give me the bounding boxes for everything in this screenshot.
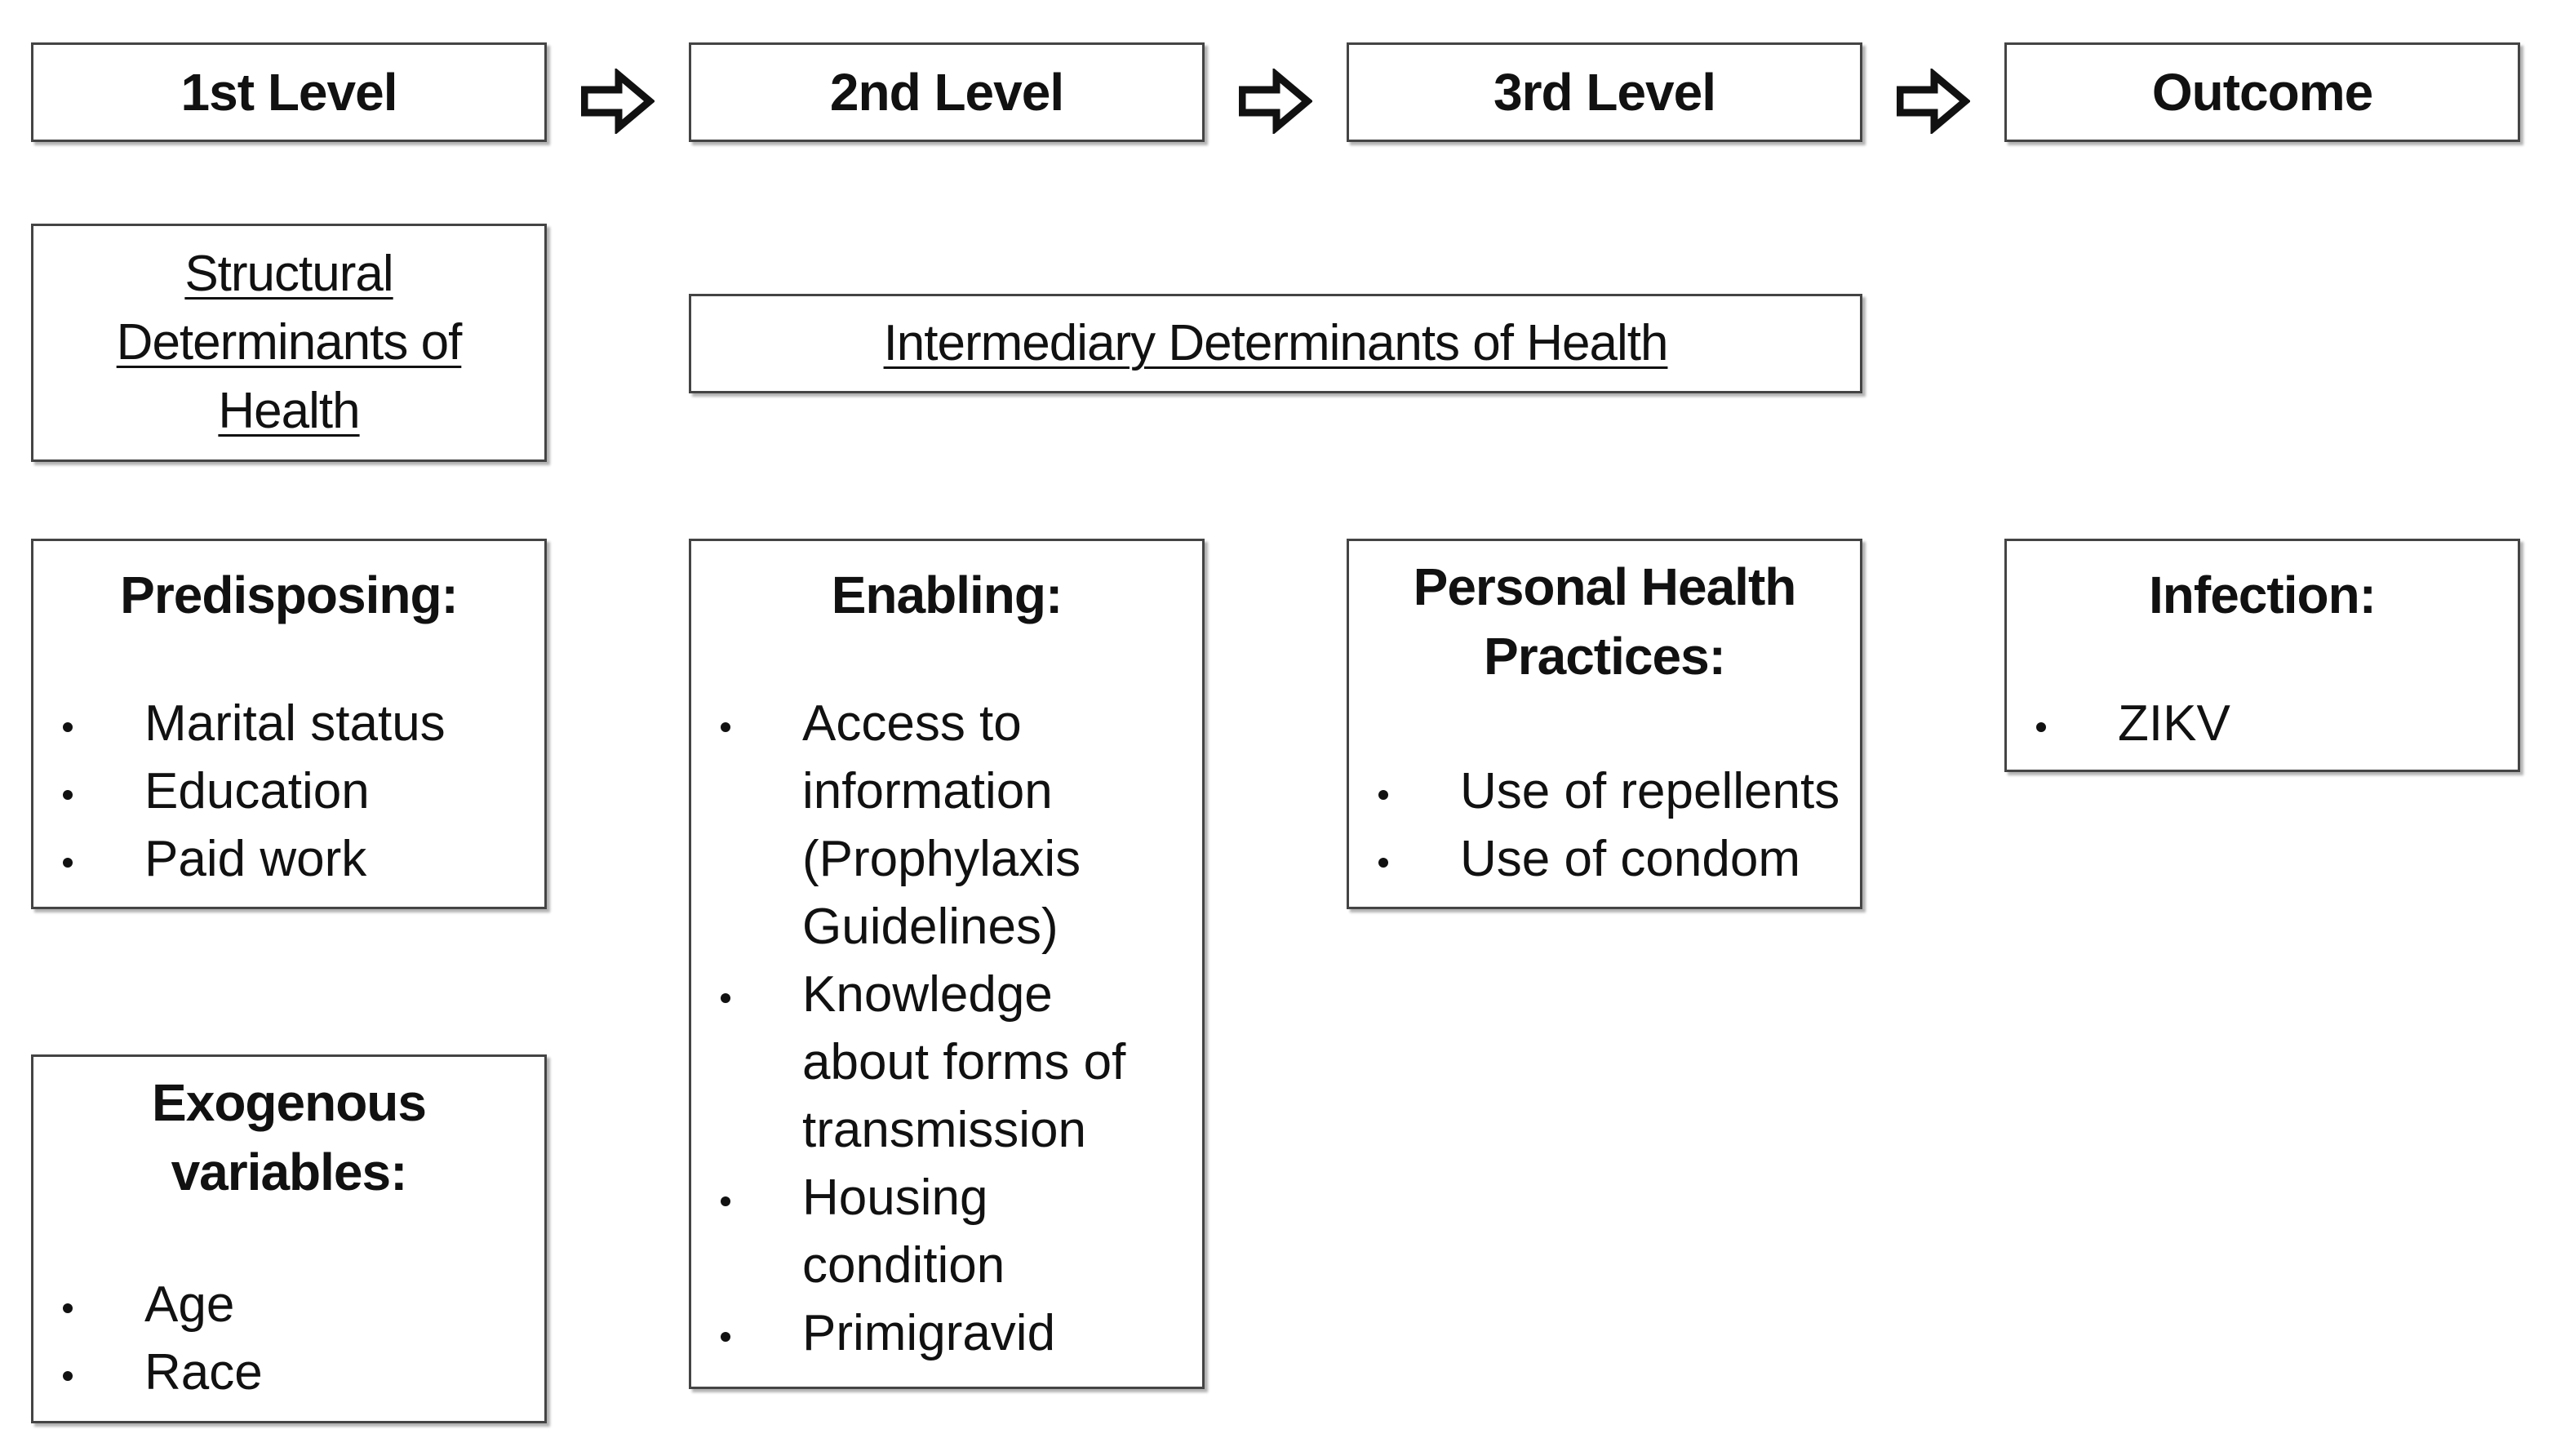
structural-determinants-line: Structural <box>184 245 393 302</box>
level-3-label: 3rd Level <box>1493 63 1716 122</box>
list-item-line: Access to <box>802 695 1022 752</box>
list-item <box>691 961 1125 1164</box>
predisposing-list <box>33 690 446 893</box>
list-item: ZIKV <box>2007 690 2230 757</box>
list-item-line: about forms of <box>802 1034 1126 1090</box>
outcome-header <box>2004 42 2520 142</box>
exogenous-title <box>33 1068 544 1207</box>
predisposing-title: Predisposing: <box>120 566 458 624</box>
intermediary-determinants-label: Intermediary Determinants of Health <box>883 314 1668 371</box>
level-2-label: 2nd Level <box>829 63 1064 122</box>
level-1-label: 1st Level <box>180 63 397 122</box>
arrow-right-icon <box>1897 69 1970 134</box>
structural-determinants-box <box>31 224 547 462</box>
outcome-label: Outcome <box>2151 63 2373 122</box>
list-item <box>691 1164 1125 1299</box>
list-item <box>691 690 1125 961</box>
list-item-line: Knowledge <box>802 966 1053 1023</box>
list-item-line: Guidelines) <box>802 899 1059 955</box>
personal-health-title <box>1349 553 1860 691</box>
exogenous-variables-box <box>31 1054 547 1423</box>
list-item: Race <box>33 1338 263 1406</box>
list-item: Use of condom <box>1349 825 1840 893</box>
predisposing-box <box>31 539 547 909</box>
infection-list <box>2007 690 2230 757</box>
arrow-right-icon <box>581 69 655 134</box>
exogenous-list <box>33 1271 263 1406</box>
list-item <box>691 1299 1125 1367</box>
arrow-right-icon <box>1239 69 1312 134</box>
personal-health-practices-box <box>1347 539 1862 909</box>
list-item-line: transmission <box>802 1102 1086 1158</box>
enabling-title: Enabling: <box>831 566 1063 624</box>
list-item: Paid work <box>33 825 446 893</box>
list-item: Age <box>33 1271 263 1338</box>
infection-title: Infection: <box>2149 566 2376 624</box>
list-item: Use of repellents <box>1349 757 1840 825</box>
exogenous-title-line: variables: <box>171 1143 407 1202</box>
list-item-line: (Prophylaxis <box>802 831 1081 887</box>
enabling-box <box>689 539 1205 1389</box>
list-item: Marital status <box>33 690 446 757</box>
level-3-header <box>1347 42 1862 142</box>
list-item-line: information <box>802 763 1053 819</box>
personal-health-title-line: Practices: <box>1484 627 1725 686</box>
list-item: Education <box>33 757 446 825</box>
level-2-header <box>689 42 1205 142</box>
list-item-line: Housing <box>802 1170 988 1226</box>
level-1-header <box>31 42 547 142</box>
personal-health-list <box>1349 757 1840 893</box>
intermediary-determinants-box <box>689 294 1862 393</box>
personal-health-title-line: Personal Health <box>1413 557 1796 616</box>
structural-determinants-line: Determinants of <box>116 313 462 371</box>
enabling-list <box>691 690 1125 1367</box>
exogenous-title-line: Exogenous <box>152 1073 426 1132</box>
infection-box <box>2004 539 2520 772</box>
list-item-line: condition <box>802 1237 1005 1294</box>
list-item-line: Primigravid <box>802 1305 1056 1361</box>
structural-determinants-line: Health <box>218 383 360 440</box>
